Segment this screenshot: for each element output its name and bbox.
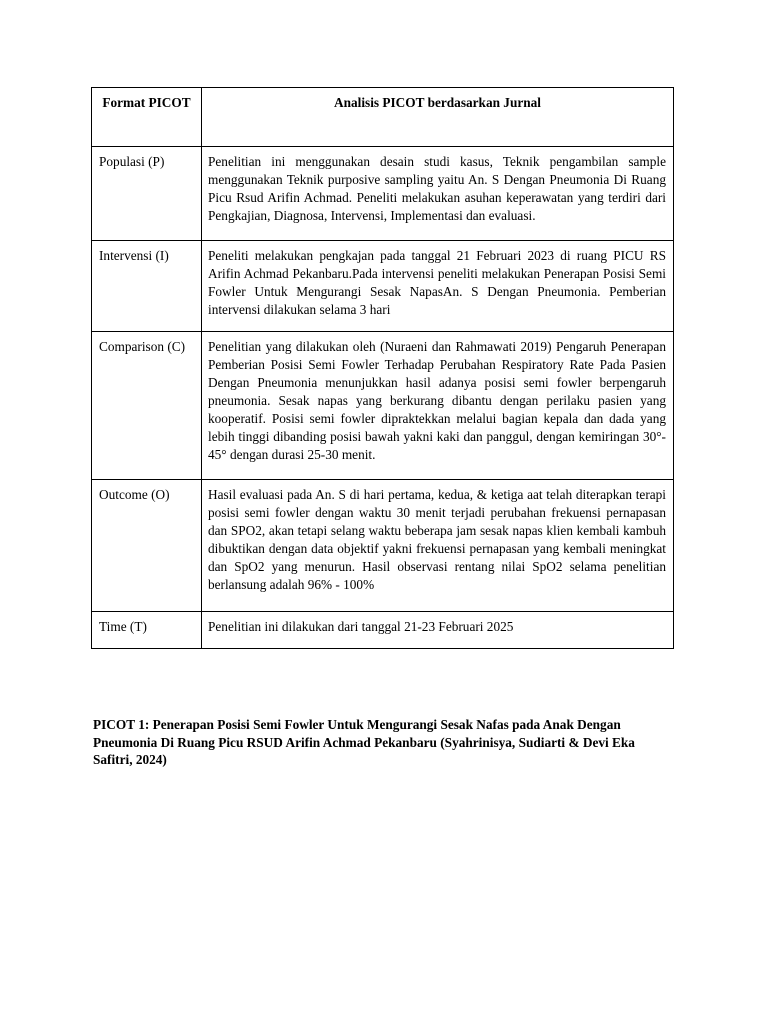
header-analisis: Analisis PICOT berdasarkan Jurnal xyxy=(202,88,674,147)
row-label-outcome: Outcome (O) xyxy=(92,480,202,612)
row-label-intervensi: Intervensi (I) xyxy=(92,241,202,332)
row-label-populasi: Populasi (P) xyxy=(92,147,202,241)
row-label-comparison: Comparison (C) xyxy=(92,332,202,480)
table-row xyxy=(92,241,674,332)
table-header-row xyxy=(92,88,674,147)
row-text-outcome: Hasil evaluasi pada An. S di hari pertama, kedua, & ketiga aat telah diterapkan terapi posisi semi fowler dengan waktu 30 menit terjadi perubahan frekuensi pernapasan dan SPO2, akan tetapi selang waktu beberapa jam sesak napas klien kembali kambuh dibuktikan dengan data objektif yakni frekuensi pernapasan yang kembali meningkat dan SpO2 yang menurun. Hasil observasi rentang nilai SpO2 selama penelitian berlansung adalah 96% - 100% xyxy=(202,480,674,612)
row-text-populasi: Penelitian ini menggunakan desain studi kasus, Teknik pengambilan sample menggunakan Teknik purposive sampling yaitu An. S Dengan Pneumonia Di Ruang Picu Rsud Arifin Achmad. Peneliti melakukan asuhan keperawatan yang terdiri dari Pengkajian, Diagnosa, Intervensi, Implementasi dan evaluasi. xyxy=(202,147,674,241)
row-text-comparison: Penelitian yang dilakukan oleh (Nuraeni dan Rahmawati 2019) Pengaruh Penerapan Pemberian Posisi Semi Fowler Terhadap Perubahan Respiratory Rate Pada Pasien Dengan Pneumonia menunjukkan hasil adanya posisi semi fowler berpengaruh pneumonia. Sesak napas yang berkurang dibantu dengan perilaku pasien yang kooperatif. Posisi semi fowler dipraktekkan melalui bagian kepala dan dada yang lebih tinggi dibanding posisi bawah yakni kaki dan panggul, dengan kemiringan 30°- 45° dengan durasi 25-30 menit. xyxy=(202,332,674,480)
picot-table xyxy=(91,87,674,649)
table-row xyxy=(92,612,674,649)
table-row xyxy=(92,480,674,612)
row-label-time: Time (T) xyxy=(92,612,202,649)
header-format-picot: Format PICOT xyxy=(92,88,202,147)
row-text-time: Penelitian ini dilakukan dari tanggal 21-23 Februari 2025 xyxy=(202,612,674,649)
table-caption: PICOT 1: Penerapan Posisi Semi Fowler Untuk Mengurangi Sesak Nafas pada Anak Dengan Pneumonia Di Ruang Picu RSUD Arifin Achmad Pekanbaru (Syahrinisya, Sudiarti & Devi Eka Safitri, 2024) xyxy=(93,717,635,767)
row-text-intervensi: Peneliti melakukan pengkajan pada tanggal 21 Februari 2023 di ruang PICU RS Arifin Achmad Pekanbaru.Pada intervensi peneliti melakukan Penerapan Posisi Semi Fowler Untuk Mengurangi Sesak NapasAn. S Dengan Pneumonia. Pemberian intervensi dilakukan selama 3 hari xyxy=(202,241,674,332)
table-row xyxy=(92,147,674,241)
table-row xyxy=(92,332,674,480)
